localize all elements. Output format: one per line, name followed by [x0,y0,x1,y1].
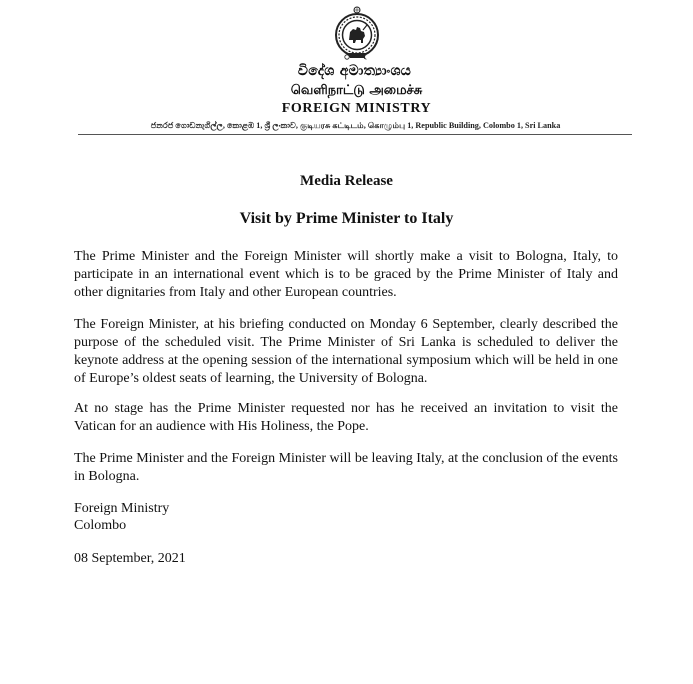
letterhead-english-name: FOREIGN MINISTRY [281,101,432,116]
body-paragraph-3: At no stage has the Prime Minister requested nor has he received an invitation to visit the Vatican for an audience with His Holiness, the Pope. [74,401,618,434]
document-subject: Visit by Prime Minister to Italy [239,210,454,227]
body-paragraph-2: The Foreign Minister, at his briefing conducted on Monday 6 September, clearly described the purpose of the scheduled visit. The Prime Minister of Sri Lanka is scheduled to deliver the keynote address at the opening session of the international symposium which will be held in one of Europe’s oldest seats of learning, the University of Bologna. [74,317,618,386]
letterhead-address: ජනරජ ගොඩනැගිල්ල, කොළඹ 1, ශ්‍රී ලංකාව, குடியரசு கட்டிடம், கொழும்பு 1, Republic Building, Colombo 1, Sri Lanka [150,121,561,130]
document-heading: Media Release [300,173,393,189]
body-paragraph-4: The Prime Minister and the Foreign Minister will be leaving Italy, at the conclusion of the events in Bologna. [74,451,618,484]
release-date: 08 September, 2021 [74,551,186,566]
signature-city: Colombo [74,518,127,533]
letterhead-divider [78,134,632,135]
sri-lanka-emblem-icon [334,6,380,62]
body-paragraph-1: The Prime Minister and the Foreign Minister will shortly make a visit to Bologna, Italy, to participate in an international event which is to be graced by the Prime Minister of Italy and other dignitaries from Italy and other European countries. [74,249,618,300]
letterhead-sinhala-name: විදේශ අමාත්‍යාංශය [297,63,412,79]
signature-organization: Foreign Ministry [74,501,170,516]
letterhead-tamil-name: வெளிநாட்டு அமைச்சு [290,83,423,98]
